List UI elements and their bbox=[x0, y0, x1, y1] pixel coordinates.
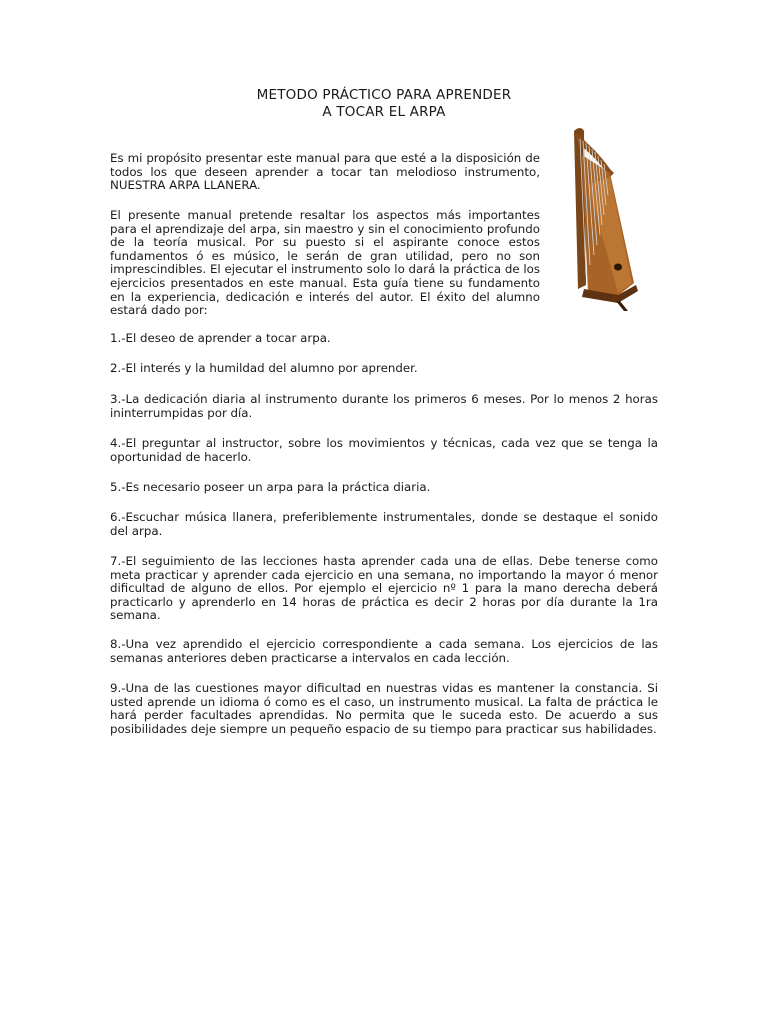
list-item-2: 2.-El interés y la humildad del alumno por aprender. bbox=[110, 361, 418, 375]
list-item-7: 7.-El seguimiento de las lecciones hasta aprender cada una de ellas. Debe tenerse como meta practicar y aprender cada ejercicio en una semana, no importando la mayor ó menor dificultad de alguno de ellos. Por ejemplo el ejercicio nº 1 para la mano derecha deberá practicarlo y aprenderlo en 14 horas de práctica es decir 2 horas por día durante la 1ra semana. bbox=[110, 554, 658, 623]
list-item-9: 9.-Una de las cuestiones mayor dificultad en nuestras vidas es mantener la constancia. Si usted aprende un idioma ó como es el caso, un instrumento musical. La falta de práctica le hará perder facultades aprendidas. No permita que le suceda esto. De acuerdo a sus posibilidades deje siempre un pequeño espacio de su tiempo para practicar sus habilidades. bbox=[110, 681, 658, 736]
list-item-4: 4.-El preguntar al instructor, sobre los movimientos y técnicas, cada vez que se tenga la oportunidad de hacerlo. bbox=[110, 436, 658, 464]
intro-paragraph-1: Es mi propósito presentar este manual para que esté a la disposición de todos los que deseen aprender a tocar tan melodioso instrumento, NUESTRA ARPA LLANERA. bbox=[110, 151, 540, 193]
list-item-3: 3.-La dedicación diaria al instrumento durante los primeros 6 meses. Por lo menos 2 horas ininterrumpidas por día. bbox=[110, 392, 658, 420]
list-item-1: 1.-El deseo de aprender a tocar arpa. bbox=[110, 331, 331, 345]
list-item-8: 8.-Una vez aprendido el ejercicio correspondiente a cada semana. Los ejercicios de las semanas anteriores deben practicarse a intervalos en cada lección. bbox=[110, 637, 658, 665]
title-line-1: METODO PRÁCTICO PARA APRENDER bbox=[256, 87, 512, 103]
list-item-5: 5.-Es necesario poseer un arpa para la práctica diaria. bbox=[110, 480, 431, 494]
document-title bbox=[110, 87, 658, 121]
list-item-6: 6.-Escuchar música llanera, preferiblemente instrumentales, donde se destaque el sonido del arpa. bbox=[110, 510, 658, 538]
intro-paragraph-2: El presente manual pretende resaltar los aspectos más importantes para el aprendizaje del arpa, sin maestro y sin el conocimiento profundo de la teoría musical. Por su puesto si el aspirante conoce estos fundamentos ó es músico, le serán de gran utilidad, pero no son imprescindibles. El ejecutar el instrumento solo lo dará la práctica de los ejercicios presentados en este manual. Esta guía tiene su fundamento en la experiencia, dedicación e interés del autor. El éxito del alumno estará dado por: bbox=[110, 208, 540, 318]
title-line-2: A TOCAR EL ARPA bbox=[322, 104, 446, 120]
harp-icon bbox=[566, 125, 640, 313]
